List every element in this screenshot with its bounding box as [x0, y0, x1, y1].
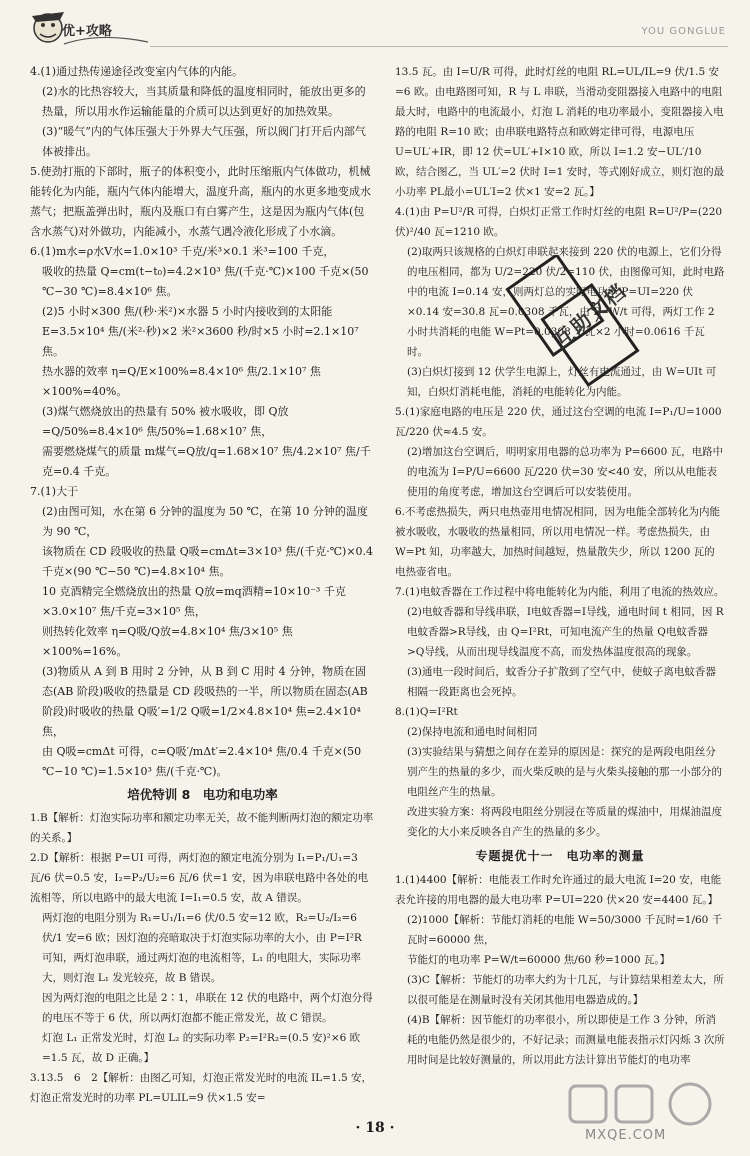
logo-text: 优+攻略	[62, 24, 112, 39]
answer-line: 由 Q吸=cmΔt 可得，c=Q吸′/mΔt′=2.4×10⁴ 焦/0.4 千克×(50 ℃−10 ℃)=1.5×10³ 焦/(千克·℃)。	[42, 745, 362, 778]
watermark-text: MXQE.COM	[585, 1128, 667, 1143]
answer-line: 3.13.5 6 2【解析：由图乙可知，灯泡正常发光时的电流 IL=1.5 安，灯泡正常发光时的功率 PL=ULIL=9 伏×1.5 安=	[30, 1072, 373, 1104]
answer-line: (2)水的比热容较大，当其质量和降低的温度相同时，能放出更多的热量，所以用水作运输能量的介质可以达到更好的加热效果。	[42, 85, 366, 118]
left-column	[30, 62, 375, 1108]
answer-line: 5.使劲打瓶的下部时，瓶子的体积变小，此时压缩瓶内气体做功，机械能转化为内能，瓶内气体内能增大，温度升高，瓶内的水更多地变成水蒸气；把瓶盖弹出时，瓶内及瓶口有白雾产生，这是因为瓶内气体(包含水蒸气)对外做功，内能减小，水蒸气遇冷液化形成了小水滴。	[30, 165, 371, 238]
answer-line: (2)取两只该规格的白炽灯串联起来接到 220 伏的电源上，它们分得的电压相同，都为 U/2=220 伏/2=110 伏，由图像可知，此时电路中的电流 I=0.14 安，则两灯总的实际电功率 P=UI=220 伏×0.14 安=30.8 瓦=0.0308 千瓦，由 P=W/t 可得，两灯工作 2 小时共消耗的电能 W=Pt=0.0308 千瓦×2 小时=0.0616 千瓦时。	[407, 246, 725, 358]
answer-line: 吸收的热量 Q=cm(t−t₀)=4.2×10³ 焦/(千克·℃)×100 千克×(50 ℃−30 ℃)=8.4×10⁶ 焦。	[42, 265, 369, 298]
answer-line: (2)增加这台空调后，明明家用电器的总功率为 P=6600 瓦，电路中的电流为 I=P/U=6600 瓦/220 伏=30 安<40 安，所以从电能表使用的角度考虑，增加这台空调后可以安装使用。	[407, 446, 724, 498]
page-header	[0, 0, 750, 58]
answer-line: 5.(1)家庭电路的电压是 220 伏，通过这台空调的电流 I=P₁/U=1000 瓦/220 伏≈4.5 安。	[395, 406, 722, 438]
page-number: · 18 ·	[355, 1120, 395, 1136]
answer-line: 6.(1)m水=ρ水V水=1.0×10³ 千克/米³×0.1 米³=100 千克，	[30, 245, 335, 258]
brand-english: YOU GONGLUE	[641, 26, 726, 37]
answer-line: 1.(1)4400【解析：电能表工作时允许通过的最大电流 I=20 安，电能表允许接的用电器的最大电功率 P=UI=220 伏×20 安=4400 瓦。】	[395, 874, 722, 906]
answer-line: 4.(1)通过热传递途径改变室内气体的内能。	[30, 65, 244, 78]
right-column	[395, 62, 725, 1070]
answer-line: 8.(1)Q=I²Rt	[395, 706, 458, 718]
answer-line: (2)5 小时×300 焦/(秒·米²)×水器 5 小时内接收到的太阳能 E=3.5×10⁴ 焦/(米²·秒)×2 米²×3600 秒/时×5 小时=2.1×10⁷ 焦。	[42, 305, 359, 358]
stamp-text: 互助文档	[548, 278, 632, 354]
answer-line: (2)由图可知，水在第 6 分钟的温度为 50 ℃，在第 10 分钟的温度为 90 ℃，	[42, 505, 368, 538]
answer-line: 该物质在 CD 段吸收的热量 Q吸=cmΔt=3×10³ 焦/(千克·℃)×0.4 千克×(90 ℃−50 ℃)=4.8×10⁴ 焦。	[42, 545, 374, 578]
answer-line: 2.D【解析：根据 P=UI 可得，两灯泡的额定电流分别为 I₁=P₁/U₁=3 瓦/6 伏=0.5 安，I₂=P₂/U₂=6 瓦/6 伏=1 安，因为串联电路中各处的电流相等，所以电路中的最大电流 I=I₁=0.5 安，故 A 错误。	[30, 852, 369, 904]
answer-line: (3)“暖气”内的气体压强大于外界大气压强，所以阀门打开后内部气体被排出。	[42, 125, 366, 158]
answer-line: 10 克酒精完全燃烧放出的热量 Q放=mq酒精=10×10⁻³ 千克×3.0×10⁷ 焦/千克=3×10⁵ 焦，	[42, 585, 346, 618]
topic-title: 专题提优十一 电功率的测量	[475, 849, 645, 863]
answer-line: (3)煤气燃烧放出的热量有 50% 被水吸收，即 Q放=Q/50%=8.4×10⁶ 焦/50%=1.68×10⁷ 焦，	[42, 405, 289, 438]
answer-line: (2)1000【解析：节能灯消耗的电能 W=50/3000 千瓦时=1/60 千瓦时=60000 焦，	[407, 914, 723, 946]
answer-line: 4.(1)由 P=U²/R 可得，白炽灯正常工作时灯丝的电阻 R=U²/P=(220 伏)²/40 瓦=1210 欧。	[395, 206, 723, 238]
answer-line: 节能灯的电功率 P=W/t=60000 焦/60 秒=1000 瓦。】	[407, 954, 671, 966]
answer-line: (2)保持电流和通电时间相同	[407, 726, 538, 738]
answer-line: (4)B【解析：因节能灯的功率很小，所以即使是工作 3 分钟，所消耗的电能仍然是很少的，不好记录；而测量电能表指示灯闪烁 3 次所用时间是比较好测量的，所以用此方法计算出节能灯的电功率	[407, 1014, 725, 1066]
answer-line: 因为两灯泡的电阻之比是 2∶1，串联在 12 伏的电路中，两个灯泡分得的电压不等于 6 伏，所以两灯泡都不能正常发光，故 C 错误。	[42, 992, 373, 1024]
answer-line: 7.(1)大于	[30, 485, 79, 498]
answer-line: (3)C【解析：节能灯的功率大约为十几瓦，与计算结果相差太大，所以很可能是在测量时没有关闭其他用电器造成的。】	[407, 974, 724, 1006]
answer-line: 热水器的效率 η=Q/E×100%=8.4×10⁶ 焦/2.1×10⁷ 焦×100%=40%。	[42, 365, 321, 398]
answer-line: 1.B【解析：灯泡实际功率和额定功率无关，故不能判断两灯泡的额定功率的关系。】	[30, 812, 374, 844]
answer-line: 13.5 瓦。由 I=U/R 可得，此时灯丝的电阻 RL=UL/IL=9 伏/1.5 安=6 欧。由电路图可知，R 与 L 串联，当滑动变阻器接入电路中的电阻最大时，电路中的电流最小，灯泡 L 消耗的电功率最小，变阻器接入电路的电阻 R=10 欧；由串联电路特点和欧姆定律可得，电源电压 U=UL′+IR，即 12 伏=UL′+I×10 欧，所以 I=1.2 安−UL′/10 欧，结合图乙，当 UL′=2 伏时 I=1 安时，等式刚好成立，则灯泡的最小功率 PL最小=UL′I=2 伏×1 安=2 瓦。】	[395, 66, 725, 198]
answer-line: (3)白炽灯接到 12 伏学生电源上，灯丝有电流通过，由 W=UIt 可知，白炽灯消耗电能，消耗的电能转化为内能。	[407, 366, 717, 398]
answer-line: 改进实验方案：将两段电阻丝分别浸在等质量的煤油中，用煤油温度变化的大小来反映各自产生的热量的多少。	[407, 806, 722, 838]
answer-line: 则热转化效率 η=Q吸/Q放=4.8×10⁴ 焦/3×10⁵ 焦×100%=16%。	[42, 625, 293, 658]
answer-line: 7.(1)电蚊香器在工作过程中将电能转化为内能，利用了电流的热效应。	[395, 586, 725, 598]
answer-line: (3)物质从 A 到 B 用时 2 分钟，从 B 到 C 用时 4 分钟，物质在固态(AB 阶段)吸收的热量是 CD 段吸热的一半，所以物质在固态(AB 阶段)时吸收的热量 Q吸′=1/2 Q吸=1/2×4.8×10⁴ 焦=2.4×10⁴ 焦，	[42, 665, 368, 738]
header-divider	[150, 46, 728, 47]
answer-line: 6.不考虑热损失，两只电热壶用电情况相同，因为电能全部转化为内能被水吸收，水吸收的热量相同，所以用电情况一样。考虑热损失，由 W=Pt 知，功率越大，加热时间越短，热量散失少，所以 1200 瓦的电热壶省电。	[395, 506, 721, 578]
answer-line: (2)电蚊香器和导线串联，I电蚊香器=I导线，通电时间 t 相同，因 R电蚊香器>R导线，由 Q=I²Rt，可知电流产生的热量 Q电蚊香器>Q导线，从而出现导线温度不高，而发热体温度很高的现象。	[407, 606, 724, 658]
answer-line: (3)实验结果与猜想之间存在差异的原因是：探究的是两段电阻丝分别产生的热量的多少，而火柴反映的是与火柴头接触的那一小部分的电阻丝产生的热量。	[407, 746, 722, 798]
answer-line: 灯泡 L₁ 正常发光时，灯泡 L₂ 的实际功率 P₂=I²R₂=(0.5 安)²×6 欧=1.5 瓦，故 D 正确。】	[42, 1032, 361, 1064]
section-title: 培优特训 8 电功和电功率	[127, 787, 278, 802]
answer-line: (3)通电一段时间后，蚊香分子扩散到了空气中，使蚊子离电蚊香器相隔一段距离也会死掉。	[407, 666, 716, 698]
answer-line: 需要燃烧煤气的质量 m煤气=Q放/q=1.68×10⁷ 焦/4.2×10⁷ 焦/千克=0.4 千克。	[42, 445, 371, 478]
answer-line: 两灯泡的电阻分别为 R₁=U₁/I₁=6 伏/0.5 安=12 欧，R₂=U₂/I₂=6 伏/1 安=6 欧；因灯泡的亮暗取决于灯泡实际功率的大小，由 P=I²R 可知，两灯泡串联，通过两灯泡的电流相等，L₁ 的电阻大，实际功率大，则灯泡 L₁ 发光较亮，故 B 错误。	[42, 912, 362, 984]
